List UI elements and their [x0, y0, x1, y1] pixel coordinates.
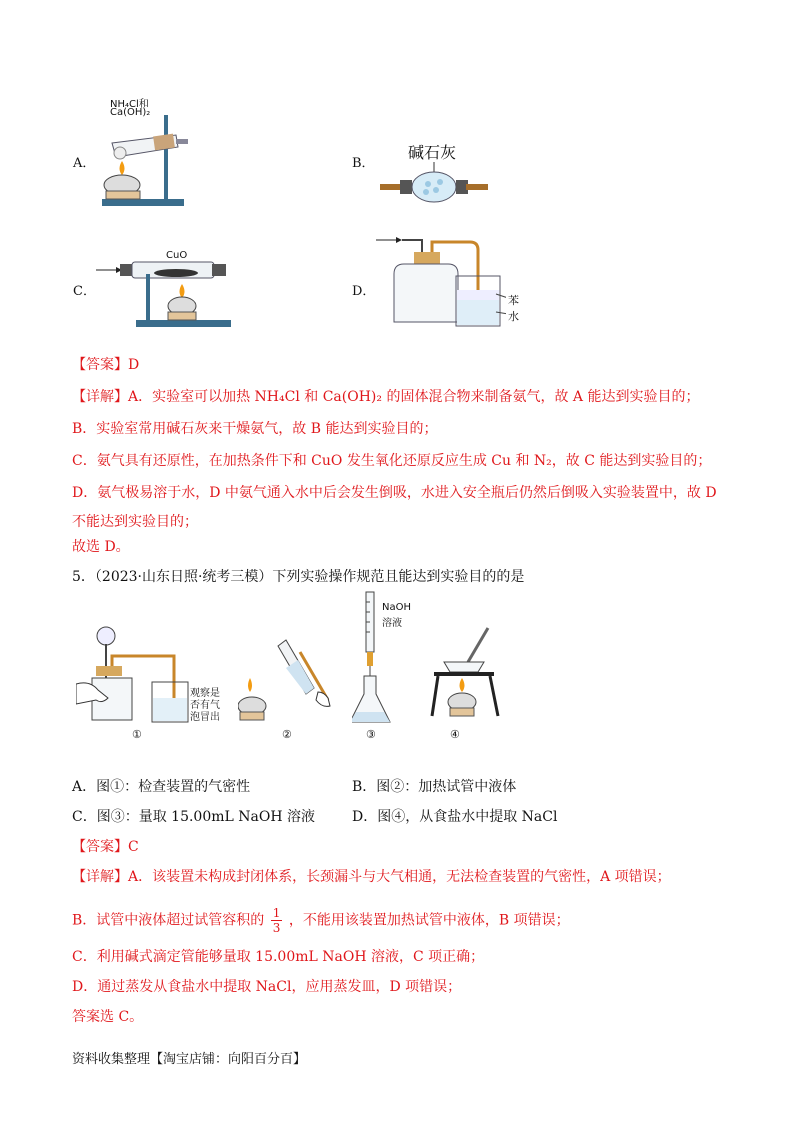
option-a-label: A． [73, 156, 96, 171]
figure-1-drawing [76, 622, 190, 726]
figure-3-drawing [352, 590, 412, 730]
q4-detail-line: 【详解】A．实验室可以加热 NH₄Cl 和 Ca(OH)₂ 的固体混合物来制备氨气，故 A 能达到实验目的； [72, 389, 700, 405]
fraction-one-third [271, 906, 283, 935]
q5-figure-1 [76, 622, 246, 742]
option-d-label: D． [352, 284, 376, 299]
figure-c-apparatus [96, 250, 236, 330]
q5-conclusion: 答案选 C。 [72, 1009, 144, 1025]
option-b-label: B． [352, 156, 375, 171]
option-c-label: C． [73, 284, 96, 299]
q4-detail-line: 不能达到实验目的； [72, 514, 198, 530]
q5-detail-line-a: 【详解】A．该装置未构成封闭体系，长颈漏斗与大气相通，无法检查装置的气密性，A 项错误； [72, 869, 671, 885]
figure-c-reagent-label: CuO [166, 250, 188, 261]
figure-a-reagent-line1: NH₄Cl和 [110, 99, 149, 110]
fraction-denominator: 3 [272, 921, 281, 935]
q4-detail-line: C．氨气具有还原性，在加热条件下和 CuO 发生氧化还原反应生成 Cu 和 N₂，故 C 能达到实验目的； [72, 453, 712, 469]
q5-detail-line-d: D．通过蒸发从食盐水中提取 NaCl，应用蒸发皿，D 项错误； [72, 979, 462, 995]
q5-option-b: B．图②：加热试管中液体 [352, 779, 517, 795]
q5-stem: 5．（2023·山东日照·统考三模）下列实验操作规范且能达到实验目的的是 [72, 569, 525, 585]
figure-3-solution-label: 溶液 [382, 618, 402, 629]
q4-conclusion: 故选 D。 [72, 539, 130, 555]
figure-d-apparatus [376, 230, 526, 330]
q5-figure-2 [238, 622, 338, 742]
q5-option-d: D．图④，从食盐水中提取 NaCl [352, 809, 558, 825]
figure-d-drawing [376, 230, 506, 330]
figure-a-drawing [98, 95, 198, 210]
q5-option-c: C．图③：量取 15.00mL NaOH 溶液 [72, 809, 315, 825]
page-footer: 资料收集整理【淘宝店铺：向阳百分百】 [72, 1052, 307, 1067]
q4-detail-line: D．氨气极易溶于水，D 中氨气通入水中后会发生倒吸，水进入安全瓶后仍然后倒吸入实验装置中，故 D [72, 485, 717, 501]
fraction-numerator: 1 [272, 906, 281, 920]
figure-a-reagent-line2: Ca(OH)₂ [110, 107, 151, 118]
figure-1-note-line1: 观察是 [190, 688, 220, 699]
q5-option-a: A．图①：检查装置的气密性 [72, 779, 251, 795]
q5-detail-line-c: C．利用碱式滴定管能够量取 15.00mL NaOH 溶液，C 项正确； [72, 949, 485, 965]
figure-c-drawing [96, 250, 236, 330]
figure-b-reagent-label: 碱石灰 [408, 143, 457, 162]
figure-3-number: ③ [366, 728, 376, 741]
figure-d-benzene-label: 苯 [508, 294, 519, 307]
q5-detail-line-b [72, 906, 570, 935]
figure-4-number: ④ [450, 728, 460, 741]
q5-answer: 【答案】C [72, 839, 139, 855]
figure-1-number: ① [132, 728, 142, 741]
q4-detail-line: B．实验室常用碱石灰来干燥氨气，故 B 能达到实验目的； [72, 421, 438, 437]
q5-detail-b-post: ，不能用该装置加热试管中液体，B 项错误； [288, 912, 570, 929]
q5-detail-b-pre: B．试管中液体超过试管容积的 [72, 912, 265, 929]
figure-a-apparatus [98, 95, 198, 210]
figure-b-apparatus [378, 140, 488, 210]
figure-b-drawing [378, 140, 488, 210]
figure-1-note-line3: 泡冒出 [190, 712, 220, 723]
figure-d-water-label: 水 [508, 310, 519, 323]
q4-answer: 【答案】D [72, 357, 140, 373]
figure-4-drawing [428, 626, 508, 726]
figure-1-note-line2: 否有气 [190, 700, 220, 711]
figure-3-naoh-label: NaOH [382, 602, 411, 613]
figure-2-drawing [238, 622, 338, 726]
figure-2-number: ② [282, 728, 292, 741]
q5-figure-4 [428, 626, 508, 741]
